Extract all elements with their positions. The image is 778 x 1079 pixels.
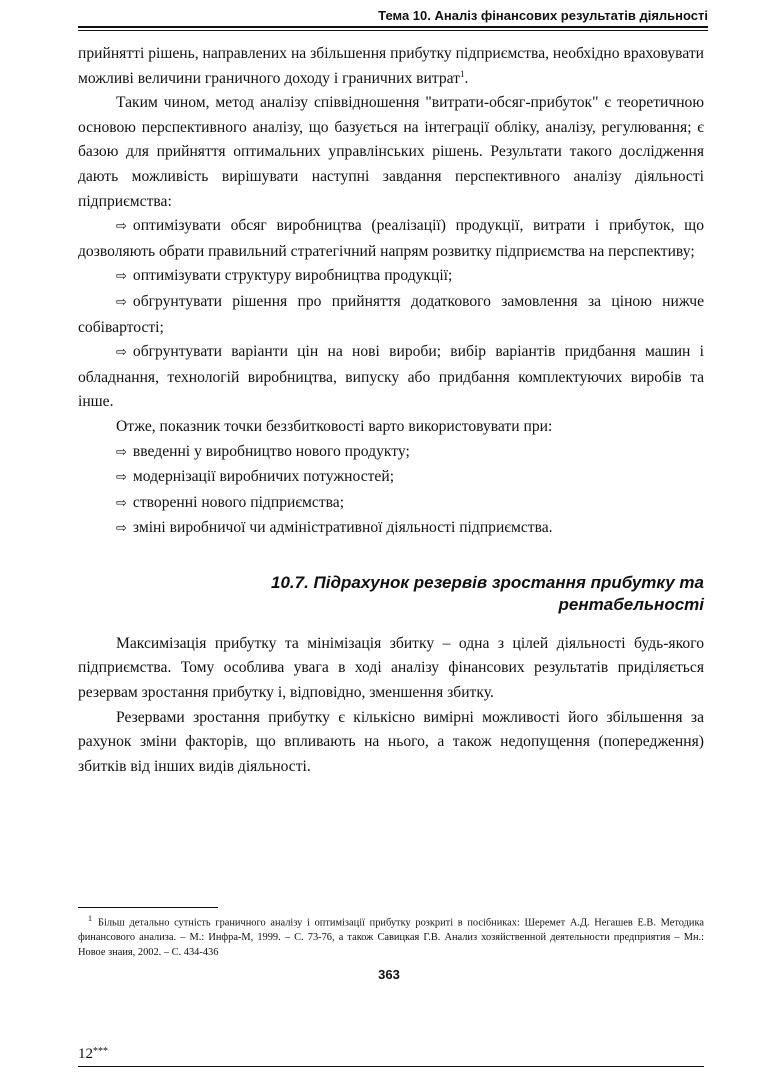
bottom-rule	[78, 1066, 704, 1067]
running-header	[78, 6, 708, 26]
right-arrow-icon: ⇨	[116, 470, 127, 486]
right-arrow-icon: ⇨	[116, 294, 127, 310]
header-rule-thin	[78, 30, 708, 31]
right-arrow-icon: ⇨	[116, 219, 127, 235]
page-number: 363	[378, 967, 400, 982]
right-arrow-icon: ⇨	[116, 521, 127, 537]
header-rule	[78, 26, 708, 28]
list-item: ⇨ обгрунтувати варіанти цін на нові вироби; вибір варіантів придбання машин і обладнання, технологій виробництва, випуску або придбання комплектуючих виробів та інше.	[78, 343, 704, 411]
list-item: ⇨ зміні виробничої чи адміністративної діяльності підприємства.	[116, 519, 553, 537]
breakeven-intro: Отже, показник точки беззбитковості варто використовувати при:	[116, 417, 553, 435]
list-item: ⇨ оптимізувати обсяг виробництва (реалізації) продукції, витрати і прибуток, що дозволяють обрати правильний стратегічний напрям розвитку підприємства на перспективу;	[78, 217, 704, 260]
footnote-number: 1	[88, 914, 92, 923]
right-arrow-icon: ⇨	[116, 444, 127, 460]
section-heading: 10.7. Підрахунок резервів зростання прибутку та рентабельності	[271, 572, 704, 614]
footnote-text: Більш детально сутність граничного аналізу і оптимізації прибутку розкриті в посібниках: Шеремет А.Д. Негашев Е.В. Методика финансового анализа. – М.: Инфра-М, 1999. – С. 73-76, а також Савицкая Г.В. Анализ хозяйственной деятельности предприятия – Мн.: Новое знаия, 2002. – С. 434-436	[78, 917, 704, 959]
right-arrow-icon: ⇨	[116, 345, 127, 361]
paragraph-maximization: Максимізація прибутку та мінімізація збитку – одна з цілей діяльності будь-якого підприємства. Тому особлива увага в ході аналізу фінансових результатів приділяється резервам зростання прибутку і, відповідно, зменшення збитку.	[78, 634, 704, 702]
paragraph-reserves: Резервами зростання прибутку є кількісно вимірні можливості його збільшення за рахунок зміни факторів, що впливають на нього, а також недопущення (попередження) збитків від інших видів діяльності.	[78, 708, 704, 775]
page-body	[78, 42, 704, 779]
footnote-ref: 1	[460, 68, 465, 79]
right-arrow-icon: ⇨	[116, 269, 127, 285]
header-title: Тема 10. Аналіз фінансових результатів діяльності	[378, 8, 708, 23]
list-item: ⇨ введенні у виробництво нового продукту;	[116, 442, 410, 460]
paragraph-cvp: Таким чином, метод аналізу співвідношення "витрати-обсяг-прибуток" є теоретичною основою перспективного аналізу, що базується на інтеграції обліку, аналізу, регулювання; є базою для прийняття оптимальних управлінських рішень. Результати такого дослідження дають можливість вирішувати наступні завдання перспективного аналізу діяльності підприємства:	[78, 94, 704, 210]
right-arrow-icon: ⇨	[116, 495, 127, 511]
list-item: ⇨ модернізації виробничих потужностей;	[116, 468, 395, 486]
printer-signature: 12***	[78, 1046, 108, 1062]
paragraph-continuation: прийнятті рішень, направлених на збільшення прибутку підприємства, необхідно враховувати можливі величини граничного доходу і граничних витрат$^1$.	[78, 45, 704, 87]
list-item: ⇨ оптимізувати структуру виробництва продукції;	[116, 267, 453, 285]
list-item: ⇨ створенні нового підприємства;	[116, 493, 345, 511]
footnote-rule	[78, 907, 218, 908]
footnote	[78, 912, 704, 961]
list-item: ⇨ обгрунтувати рішення про прийняття додаткового замовлення за ціною нижче собівартості;	[78, 292, 704, 336]
